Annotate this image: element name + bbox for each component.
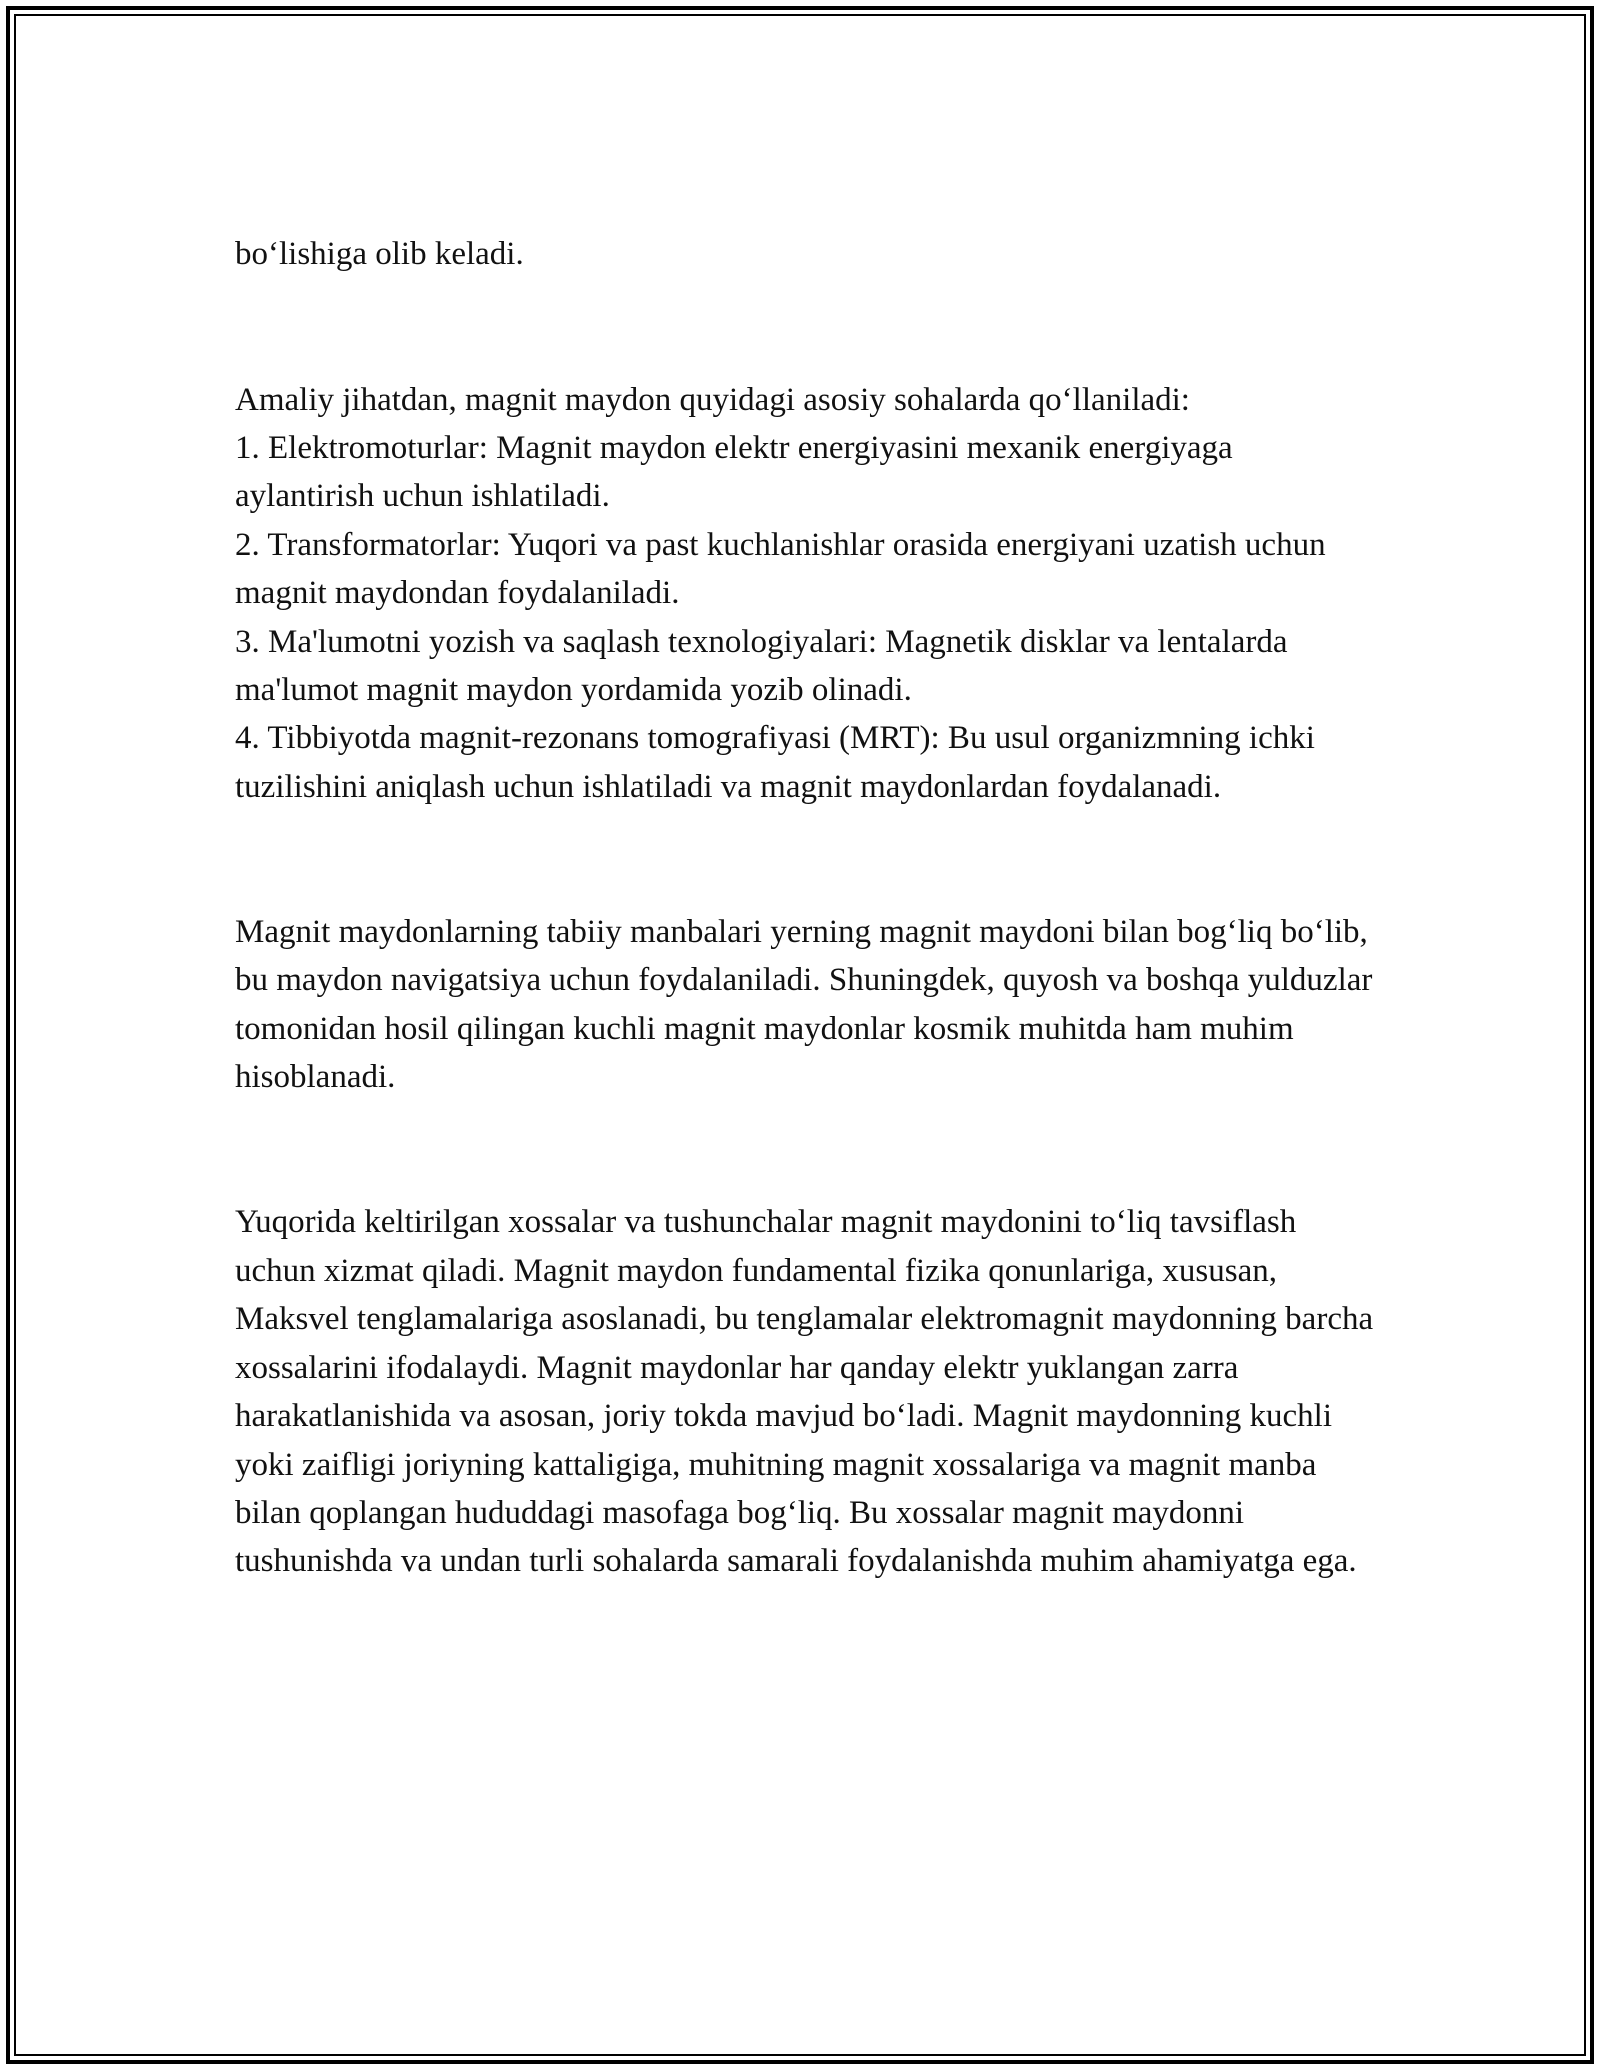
paragraph-summary: Yuqorida keltirilgan xossalar va tushunchalar magnit maydonini to‘liq tavsiflash uchun xizmat qiladi. Magnit maydon fundamental fizika qonunlariga, xususan, Maksvel tenglamalariga asoslanadi, bu tenglamalar elektromagnit maydonning barcha xossalarini ifodalaydi. Magnit maydonlar har qanday elektr yuklangan zarra harakatlanishida va asosan, joriy tokda mavjud bo‘ladi. Magnit maydonning kuchli yoki zaifligi joriyning kattaligiga, muhitning magnit xossalariga va magnit manba bilan qoplangan hududdagi masofaga bog‘liq. Bu xossalar magnit maydonni tushunishda va undan turli sohalarda samarali foydalanishda muhim ahamiyatga ega.: [235, 1204, 1374, 1580]
document-body: [235, 182, 1375, 1634]
paragraph-continuation: bo‘lishiga olib keladi.: [235, 236, 524, 273]
paragraph-applications-list: Amaliy jihatdan, magnit maydon quyidagi asosiy sohalarda qo‘llaniladi: 1. Elektromoturlar: Magnit maydon elektr energiyasini mexanik energiyaga aylantirish uchun ishlatiladi. 2. Transformatorlar: Yuqori va past kuchlanishlar orasida energiyani uzatish uchun magnit maydondan foydalaniladi. 3. Ma'lumotni yozish va saqlash texnologiyalari: Magnetik disklar va lentalarda ma'lumot magnit maydon yordamida yozib olinadi. 4. Tibbiyotda magnit-rezonans tomografiyasi (MRT): Bu usul organizmning ichki tuzilishini aniqlash uchun ishlatiladi va magnit maydonlardan foydalanadi.: [235, 381, 1326, 805]
paragraph-natural-sources: Magnit maydonlarning tabiiy manbalari yerning magnit maydoni bilan bog‘liq bo‘lib, bu maydon navigatsiya uchun foydalaniladi. Shuningdek, quyosh va boshqa yulduzlar tomonidan hosil qilingan kuchli magnit maydonlar kosmik muhitda ham muhim hisoblanadi.: [235, 914, 1373, 1096]
